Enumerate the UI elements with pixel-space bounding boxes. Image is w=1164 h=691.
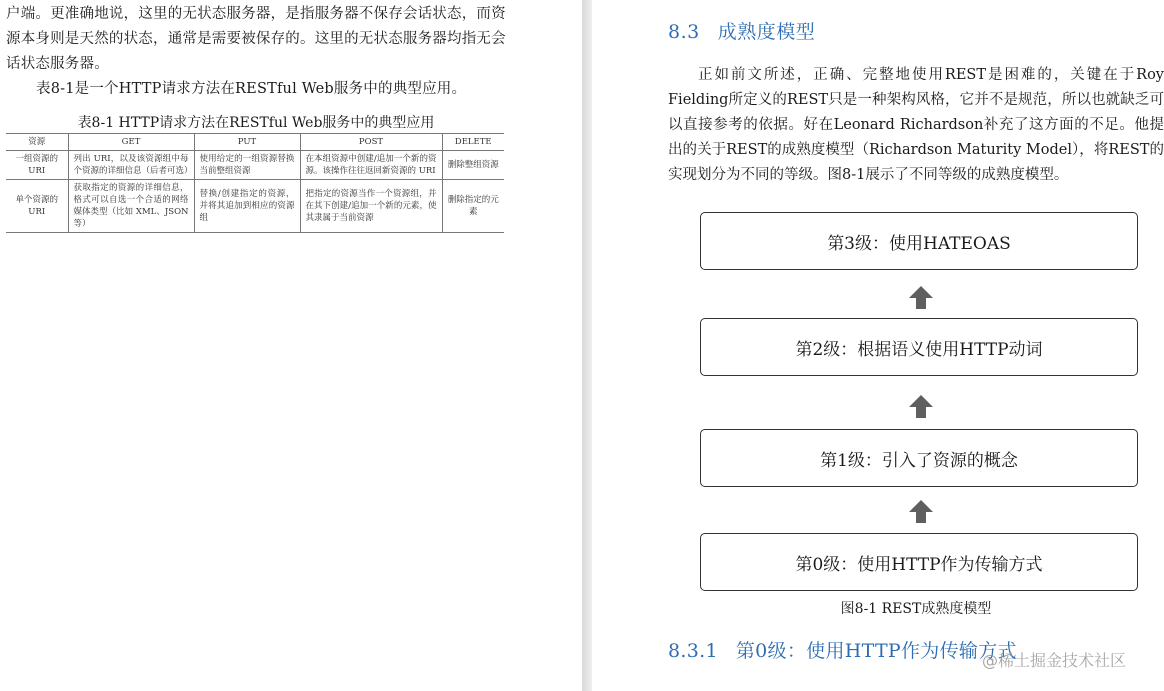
right-page (592, 0, 1164, 691)
up-arrow-icon (908, 394, 934, 420)
maturity-level-2-box: 第2级：根据语义使用HTTP动词 (700, 318, 1138, 376)
right-body-text: 正如前文所述，正确、完整地使用REST是困难的，关键在于Roy Fielding所定义的REST只是一种架构风格，它并不是规范，所以也就缺乏可以直接参考的依据。好在Leonard Richardson补充了这方面的不足。他提出的关于REST的成熟度模型（Richardson Maturity Model），将REST的实现划分为不同的等级。图8-1展示了不同等级的成熟度模型。 (668, 67, 1164, 183)
section-heading (668, 17, 815, 44)
table-cell: 在本组资源中创建/追加一个新的资源。该操作往往返回新资源的 URI (300, 151, 442, 180)
table-caption: 表8-1 HTTP请求方法在RESTful Web服务中的典型应用 (77, 115, 435, 131)
page-gutter (582, 0, 592, 691)
table-cell: 一组资源的URI (6, 151, 68, 180)
maturity-level-0-box: 第0级：使用HTTP作为传输方式 (700, 533, 1138, 591)
http-methods-table (6, 133, 504, 233)
table-cell: 把指定的资源当作一个资源组，并在其下创建/追加一个新的元素，使其隶属于当前资源 (300, 180, 442, 233)
section-number: 8.3 (668, 21, 700, 43)
paragraph: 户端。更准确地说，这里的无状态服务器，是指服务器不保存会话状态，而资源本身则是天然的状态，通常是需要被保存的。这里的无状态服务器均指无会话状态服务器。 (6, 6, 506, 72)
table-cell: 替换/创建指定的资源，并将其追加到相应的资源组 (194, 180, 300, 233)
column-header-post: POST (300, 134, 442, 151)
paragraph: 表8-1是一个HTTP请求方法在RESTful Web服务中的典型应用。 (36, 81, 467, 97)
table-row (6, 180, 504, 233)
table-cell: 列出 URI，以及该资源组中每个资源的详细信息（后者可选） (68, 151, 194, 180)
up-arrow-icon (908, 499, 934, 525)
column-header-resource: 资源 (6, 134, 68, 151)
table-cell: 获取指定的资源的详细信息，格式可以自选一个合适的网络媒体类型（比如 XML、JSON 等） (68, 180, 194, 233)
table-cell: 单个资源的URI (6, 180, 68, 233)
table-cell: 删除指定的元素 (442, 180, 504, 233)
section-title: 成熟度模型 (717, 21, 816, 43)
figure-caption: 图8-1 REST成熟度模型 (840, 601, 992, 617)
maturity-level-1-box: 第1级：引入了资源的概念 (700, 429, 1138, 487)
column-header-put: PUT (194, 134, 300, 151)
table-header-row (6, 134, 504, 151)
table-cell: 使用给定的一组资源替换当前整组资源 (194, 151, 300, 180)
column-header-delete: DELETE (442, 134, 504, 151)
table-row (6, 151, 504, 180)
subsection-number: 8.3.1 (668, 640, 718, 662)
subsection-title: 第0级：使用HTTP作为传输方式 (735, 640, 1017, 662)
watermark: @稀土掘金技术社区 (982, 651, 1127, 670)
left-body-text (6, 2, 506, 102)
column-header-get: GET (68, 134, 194, 151)
subsection-heading (668, 636, 1017, 663)
table-cell: 删除整组资源 (442, 151, 504, 180)
maturity-level-3-box: 第3级：使用HATEOAS (700, 212, 1138, 270)
up-arrow-icon (908, 285, 934, 311)
